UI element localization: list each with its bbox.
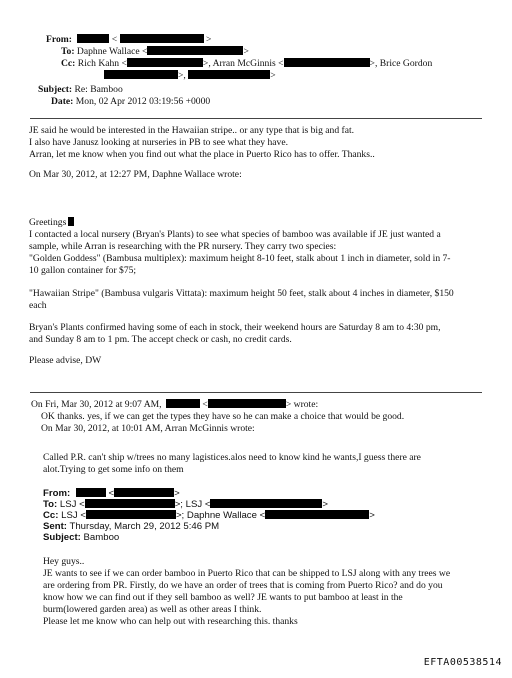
cc-label: Cc: [61, 58, 76, 69]
body-line: JE wants to see if we can order bamboo in Puerto Rico that can be shipped to LSJ along with any trees we [43, 568, 451, 579]
inner-sent-value: Thursday, March 29, 2012 5:46 PM [69, 521, 220, 532]
redaction [166, 399, 200, 408]
redaction [86, 510, 176, 519]
body-line: Please let me know who can help out with researching this. thanks [43, 616, 298, 627]
inner-sent-label: Sent: [43, 521, 67, 532]
body-line: JE said he would be interested in the Hawaiian stripe.. or any type that is big and fat. [29, 125, 355, 136]
redaction [265, 510, 369, 519]
body-line: burm(lowered garden area) as well as other areas I think. [43, 604, 262, 615]
body-line: 10 gallon container for $75; [29, 265, 137, 276]
body-line: OK thanks. yes, if we can get the types they have so he can make a choice that would be good. [41, 411, 405, 422]
cc-name-2: >, Arran McGinnis < [202, 58, 284, 69]
body-line: sample, while Arran is researching with the PR nursery. They carry two species: [29, 241, 337, 252]
body-line: alot.Trying to get some info on them [43, 464, 184, 475]
redaction [188, 70, 270, 79]
body-line: Hey guys.. [43, 556, 85, 567]
redaction [77, 34, 109, 43]
header-divider [30, 118, 482, 119]
redaction [210, 499, 322, 508]
subject-value: Re: Bamboo [74, 84, 123, 95]
greeting: Greetings [29, 217, 67, 228]
redaction [208, 399, 286, 408]
inner-to-row: To: LSJ < >; LSJ < > [43, 499, 329, 510]
body-line: On Mar 30, 2012, at 10:01 AM, Arran McGinnis wrote: [41, 423, 255, 434]
redaction [284, 58, 370, 67]
inner-to-v2: >; LSJ < [174, 499, 211, 510]
inner-to-label: To: [43, 499, 58, 510]
body-line: "Golden Goddess" (Bambusa multiplex): maximum height 8-10 feet, stalk about 1 inch in diameter, sold in 7- [29, 253, 451, 264]
cc-name-1: Rich Kahn < [77, 58, 127, 69]
date-label: Date: [51, 96, 74, 107]
body-line: Bryan's Plants confirmed having some of each in stock, their weekend hours are Saturday 8 am to 4:30 pm, [29, 322, 441, 333]
cc-name-3: >, Brice Gordon [369, 58, 433, 69]
inner-cc-row: Cc: LSJ < >; Daphne Wallace < > [43, 510, 375, 521]
to-label: To: [61, 46, 75, 57]
body-line: "Hawaiian Stripe" (Bambusa vulgaris Vittata): maximum height 50 feet, stalk about 4 inches in diameter, $150 [29, 288, 454, 299]
quote2-intro-row: On Fri, Mar 30, 2012 at 9:07 AM, < > wrote: [31, 399, 319, 410]
quote2-wrote: > wrote: [285, 399, 319, 410]
subject-label: Subject: [38, 84, 73, 95]
redaction [114, 488, 174, 497]
redaction [68, 217, 74, 226]
from-label: From: [46, 34, 72, 45]
inner-from-row: From: < > [43, 488, 180, 499]
redaction [85, 499, 175, 508]
body-line: I also have Janusz looking at nurseries in PB to see what they have. [29, 137, 288, 148]
body-line: Called P.R. can't ship w/trees no many lagistices.alos need to know kind he wants,I guess there are [43, 452, 421, 463]
header-to-row: To: Daphne Wallace < > [61, 46, 249, 57]
inner-subject-label: Subject: [43, 532, 81, 543]
header-from-row: From: < > [46, 34, 212, 45]
to-name: Daphne Wallace < [76, 46, 148, 57]
inner-subject-value: Bamboo [83, 532, 120, 543]
header-subject-row [38, 84, 123, 96]
body-line: are ordering from PR. Firstly, do we have an order of trees that is coming from Puerto Rico? and do you [43, 580, 443, 591]
date-value: Mon, 02 Apr 2012 03:19:56 +0000 [75, 96, 211, 107]
body-line: know how we can find out if they sell bamboo as well? JE wants to put bamboo at least in the [43, 592, 403, 603]
signoff: Please advise, DW [29, 355, 102, 366]
header-cc-row [61, 58, 432, 70]
header-date-row [51, 96, 210, 108]
inner-sent-row [43, 521, 219, 533]
inner-to-v1: LSJ < [59, 499, 85, 510]
redaction [76, 488, 106, 497]
quote-intro: On Mar 30, 2012, at 12:27 PM, Daphne Wallace wrote: [29, 169, 242, 180]
redaction [127, 58, 203, 67]
body-line: Arran, let me know when you find out what the place in Puerto Rico has to offer. Thanks.. [29, 149, 375, 160]
inner-subject-row [43, 532, 119, 544]
header-cc-row-2: >, > [104, 70, 276, 82]
inner-from-label: From: [43, 488, 71, 499]
redaction [120, 34, 204, 43]
body-line: and Sunday 8 am to 1 pm. The accept check or cash, no credit cards. [29, 334, 292, 345]
redaction [147, 46, 243, 55]
inner-cc-v2: >; Daphne Wallace < [175, 510, 266, 521]
greeting-row [29, 217, 74, 229]
quote2-intro: On Fri, Mar 30, 2012 at 9:07 AM, [31, 399, 162, 410]
inner-cc-label: Cc: [43, 510, 59, 521]
redaction [104, 70, 178, 79]
inner-cc-v1: LSJ < [61, 510, 86, 521]
body-line: each [29, 300, 47, 311]
body-line: I contacted a local nursery (Bryan's Plants) to see what species of bamboo was available if JE just wanted a [29, 229, 441, 240]
document-id: EFTA00538514 [423, 657, 502, 668]
quote-divider [30, 392, 482, 393]
